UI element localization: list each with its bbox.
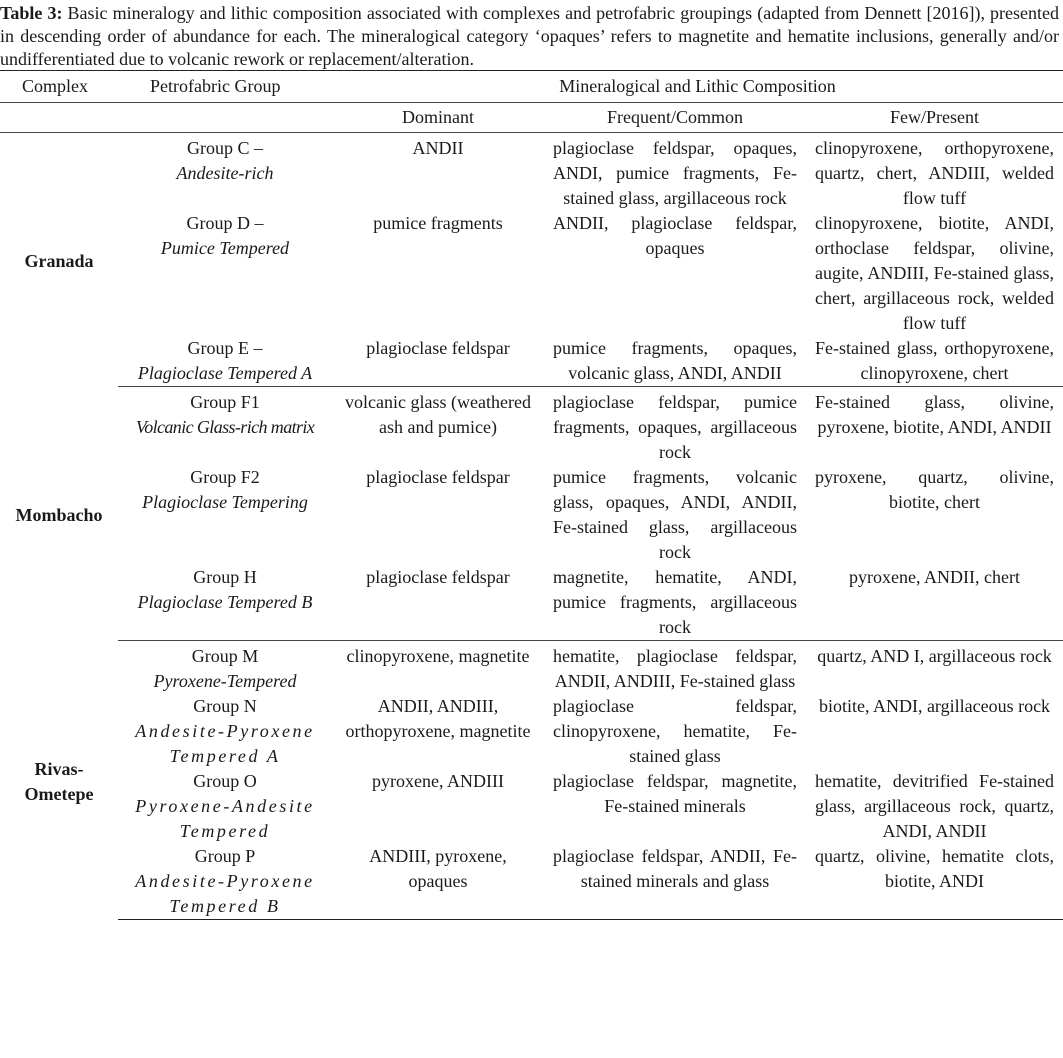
header-frequent: Frequent/Common [544, 103, 806, 133]
group-name: Group C – [187, 138, 263, 158]
table-row [0, 387, 1063, 466]
few-cell: Fe-stained glass, olivine, pyroxene, biotite, ANDI, ANDII [815, 392, 1055, 437]
frequent-cell: hematite, plagioclase feldspar, ANDII, ANDIII, Fe-stained glass [553, 646, 797, 691]
frequent-cell: pumice fragments, volcanic glass, opaques, ANDI, ANDII, Fe-stained glass, argillaceous rock [553, 467, 797, 562]
group-name: Group H [193, 567, 257, 587]
group-subtitle: Pumice Tempered [160, 238, 290, 258]
composition-table [0, 70, 1063, 920]
header-composition: Mineralogical and Lithic Composition [332, 71, 1063, 103]
complex-cell: Granada [24, 250, 94, 271]
group-subtitle: Plagioclase Tempered A [137, 363, 313, 383]
group-cell [118, 336, 332, 387]
frequent-cell: pumice fragments, opaques, volcanic glass, ANDI, ANDII [544, 336, 806, 387]
frequent-cell: ANDII, plagioclase feldspar, opaques [553, 213, 797, 258]
group-name: Group N [193, 696, 257, 716]
group-subtitle: Plagioclase Tempered B [137, 592, 313, 612]
few-cell: clinopyroxene, orthopyroxene, quartz, chert, ANDIII, welded flow tuff [815, 138, 1055, 208]
table-row [0, 844, 1063, 920]
few-cell: Fe-stained glass, orthopyroxene, clinopyroxene, chert [806, 336, 1063, 387]
frequent-cell: plagioclase feldspar, clinopyroxene, hematite, Fe-stained glass [553, 696, 797, 766]
group-cell [118, 465, 332, 565]
dominant-cell: volcanic glass (weathered ash and pumice) [345, 392, 531, 437]
caption-text: Basic mineralogy and lithic composition associated with complexes and petrofabric groupings (adapted from Dennett [2016]), presented in descending order of abundance for each. The mineralogical category ‘opaques’ refers to magnetite and hematite inclusions, generally and/or undifferentiated due to volcanic rework or replacement/alteration. [0, 3, 1059, 69]
table-caption [0, 0, 1063, 70]
frequent-cell: plagioclase feldspar, opaques, ANDI, pumice fragments, Fe-stained glass, argillaceous rock [553, 138, 797, 208]
few-cell: biotite, ANDI, argillaceous rock [818, 696, 1051, 716]
dominant-cell: pumice fragments [373, 213, 503, 233]
dominant-cell: plagioclase feldspar [332, 565, 544, 641]
group-cell [118, 565, 332, 641]
group-subtitle: Pyroxene-Tempered [153, 671, 297, 691]
table-row [0, 641, 1063, 695]
dominant-cell: ANDII [412, 138, 464, 158]
header-blank [118, 103, 332, 133]
frequent-cell: magnetite, hematite, ANDI, pumice fragments, argillaceous rock [544, 565, 806, 641]
caption-label: Table 3: [0, 3, 63, 23]
dominant-cell: ANDII, ANDIII, orthopyroxene, magnetite [345, 696, 531, 741]
group-name: Group F2 [190, 467, 260, 487]
group-subtitle: Andesite-Pyroxene Tempered A [135, 721, 315, 766]
group-name: Group E – [187, 338, 263, 358]
table-row [0, 211, 1063, 336]
header-petrofabric-group: Petrofabric Group [118, 71, 332, 103]
group-cell [118, 844, 332, 920]
group-cell [118, 133, 332, 212]
table-row [0, 133, 1063, 212]
group-cell [118, 641, 332, 695]
group-name: Group D – [186, 213, 264, 233]
group-cell [118, 769, 332, 844]
table-row [0, 769, 1063, 844]
group-subtitle: Plagioclase Tempering [142, 492, 308, 512]
group-cell [118, 387, 332, 466]
header-blank [0, 103, 118, 133]
frequent-cell: plagioclase feldspar, pumice fragments, opaques, argillaceous rock [553, 392, 797, 462]
table-row [0, 336, 1063, 387]
group-subtitle: Andesite-Pyroxene Tempered B [135, 871, 315, 916]
dominant-cell: plagioclase feldspar [366, 467, 510, 487]
table-row [0, 694, 1063, 769]
group-cell [118, 694, 332, 769]
few-cell: quartz, AND I, argillaceous rock [817, 646, 1052, 666]
group-name: Group O [193, 771, 257, 791]
complex-cell: Mombacho [15, 504, 103, 525]
dominant-cell: ANDIII, pyroxene, opaques [332, 844, 544, 920]
group-name: Group F1 [190, 392, 260, 412]
group-cell [118, 211, 332, 336]
header-complex: Complex [0, 71, 118, 103]
table-row [0, 565, 1063, 641]
group-subtitle: Volcanic Glass-rich matrix [135, 417, 315, 437]
dominant-cell: clinopyroxene, magnetite [346, 646, 530, 666]
complex-cell: Rivas-Ometepe [24, 758, 94, 804]
table-row [0, 465, 1063, 565]
few-cell: pyroxene, quartz, olivine, biotite, chert [815, 467, 1055, 512]
frequent-cell: plagioclase feldspar, magnetite, Fe-stained minerals [553, 771, 797, 816]
group-subtitle: Andesite-rich [176, 163, 274, 183]
few-cell: quartz, olivine, hematite clots, biotite, ANDI [806, 844, 1063, 920]
dominant-cell: plagioclase feldspar [332, 336, 544, 387]
few-cell: hematite, devitrified Fe-stained glass, argillaceous rock, quartz, ANDI, ANDII [815, 771, 1055, 841]
group-name: Group M [191, 646, 259, 666]
group-name: Group P [194, 846, 256, 866]
header-few: Few/Present [806, 103, 1063, 133]
frequent-cell: plagioclase feldspar, ANDII, Fe-stained minerals and glass [544, 844, 806, 920]
few-cell: clinopyroxene, biotite, ANDI, orthoclase feldspar, olivine, augite, ANDIII, Fe-stained glass, chert, argillaceous rock, welded flow tuff [815, 213, 1055, 333]
group-subtitle: Pyroxene-Andesite Tempered [135, 796, 315, 841]
header-dominant: Dominant [332, 103, 544, 133]
few-cell: pyroxene, ANDII, chert [806, 565, 1063, 641]
dominant-cell: pyroxene, ANDIII [372, 771, 504, 791]
